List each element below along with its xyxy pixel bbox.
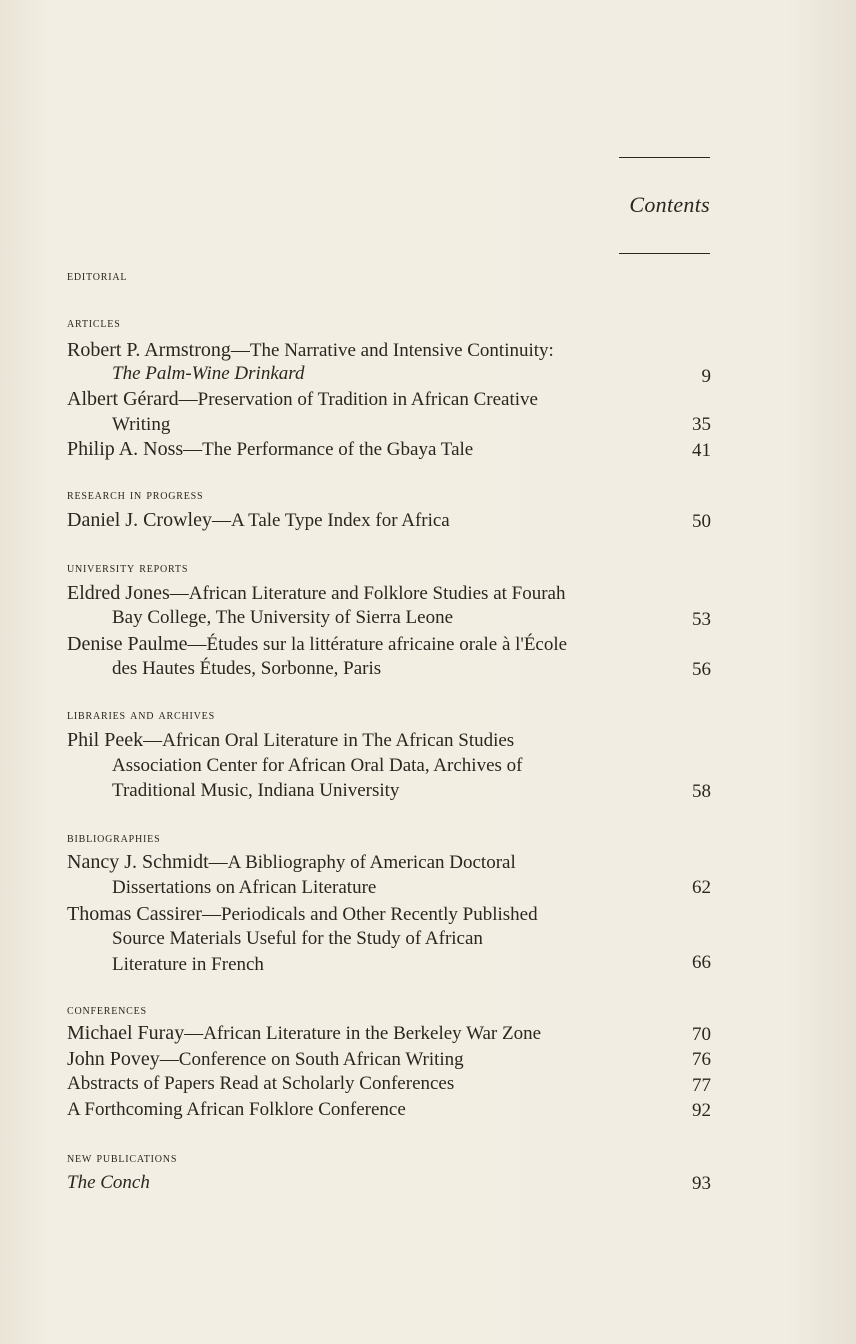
toc-entry-jones bbox=[67, 581, 566, 606]
section-heading-conferences: conferences bbox=[67, 1003, 147, 1018]
entry-author: Nancy J. Schmidt bbox=[67, 851, 209, 873]
entry-page-number: 70 bbox=[692, 1024, 711, 1045]
entry-title: —The Performance of the Gbaya Tale bbox=[183, 439, 474, 460]
section-heading-editorial: editorial bbox=[67, 269, 128, 284]
toc-entry-schmidt bbox=[67, 850, 516, 875]
top-rule bbox=[619, 157, 710, 158]
entry-title: —The Narrative and Intensive Continuity: bbox=[230, 340, 554, 361]
entry-title: —Conference on South African Writing bbox=[159, 1049, 464, 1070]
entry-author: Philip A. Noss bbox=[67, 438, 184, 460]
toc-entry-povey bbox=[67, 1047, 464, 1072]
entry-author: Denise Paulme bbox=[67, 633, 188, 655]
entry-page-number: 41 bbox=[692, 440, 711, 461]
entry-title: —A Bibliography of American Doctoral bbox=[208, 852, 516, 873]
entry-title-continued: Source Materials Useful for the Study of African bbox=[112, 928, 483, 949]
entry-author: Thomas Cassirer bbox=[67, 903, 202, 925]
page-title: Contents bbox=[629, 192, 710, 217]
entry-title: —African Literature and Folklore Studies at Fourah bbox=[169, 583, 566, 604]
section-heading-publications: new publications bbox=[67, 1151, 178, 1166]
entry-title-continued: Traditional Music, Indiana University bbox=[112, 780, 400, 801]
entry-author: Phil Peek bbox=[67, 729, 144, 751]
entry-title: —Preservation of Tradition in African Creative bbox=[178, 389, 538, 410]
entry-page-number: 66 bbox=[692, 952, 711, 973]
entry-author: Robert P. Armstrong bbox=[67, 339, 231, 361]
entry-title-continued: Literature in French bbox=[112, 954, 264, 975]
toc-entry-forthcoming: A Forthcoming African Folklore Conference bbox=[67, 1099, 406, 1120]
entry-title-continued: Writing bbox=[112, 414, 171, 435]
toc-entry-armstrong bbox=[67, 338, 554, 363]
toc-entry-paulme bbox=[67, 632, 567, 657]
entry-title: —African Oral Literature in The African Studies bbox=[143, 730, 515, 751]
section-heading-reports: university reports bbox=[67, 561, 189, 576]
section-heading-articles: articles bbox=[67, 316, 121, 331]
entry-page-number: 9 bbox=[701, 366, 711, 387]
entry-page-number: 50 bbox=[692, 511, 711, 532]
toc-entry-cassirer bbox=[67, 902, 538, 927]
section-heading-libraries: libraries and archives bbox=[67, 708, 215, 723]
entry-title: —African Literature in the Berkeley War Zone bbox=[184, 1023, 542, 1044]
entry-author: Eldred Jones bbox=[67, 582, 170, 604]
entry-title: —Periodicals and Other Recently Published bbox=[201, 904, 538, 925]
entry-title: —A Tale Type Index for Africa bbox=[211, 510, 450, 531]
entry-page-number: 35 bbox=[692, 414, 711, 435]
entry-page-number: 62 bbox=[692, 877, 711, 898]
entry-title-continued: Bay College, The University of Sierra Leone bbox=[112, 607, 454, 628]
entry-title-continued: Association Center for African Oral Data, Archives of bbox=[112, 755, 523, 776]
entry-page-number: 56 bbox=[692, 659, 711, 680]
entry-title-continued: Dissertations on African Literature bbox=[112, 877, 377, 898]
entry-author: John Povey bbox=[67, 1048, 160, 1070]
toc-entry-abstracts: Abstracts of Papers Read at Scholarly Conferences bbox=[67, 1073, 455, 1094]
toc-entry-noss bbox=[67, 437, 473, 462]
section-heading-bibliographies: bibliographies bbox=[67, 831, 161, 846]
entry-page-number: 92 bbox=[692, 1100, 711, 1121]
entry-title: —Études sur la littérature africaine orale à l'École bbox=[187, 634, 568, 655]
entry-title-continued: des Hautes Études, Sorbonne, Paris bbox=[112, 658, 382, 679]
toc-entry-crowley bbox=[67, 508, 450, 533]
entry-page-number: 77 bbox=[692, 1075, 711, 1096]
entry-author: Daniel J. Crowley bbox=[67, 509, 212, 531]
entry-page-number: 53 bbox=[692, 609, 711, 630]
toc-entry-peek bbox=[67, 728, 514, 753]
entry-author: Albert Gérard bbox=[67, 388, 179, 410]
toc-entry-furay bbox=[67, 1021, 541, 1046]
toc-entry-gerard bbox=[67, 387, 538, 412]
bottom-rule bbox=[619, 253, 710, 254]
entry-page-number: 93 bbox=[692, 1173, 711, 1194]
entry-author: Michael Furay bbox=[67, 1022, 185, 1044]
entry-page-number: 58 bbox=[692, 781, 711, 802]
entry-title-continued: The Palm-Wine Drinkard bbox=[112, 363, 305, 384]
toc-entry-conch: The Conch bbox=[67, 1172, 150, 1193]
entry-page-number: 76 bbox=[692, 1049, 711, 1070]
section-heading-research: research in progress bbox=[67, 488, 204, 503]
